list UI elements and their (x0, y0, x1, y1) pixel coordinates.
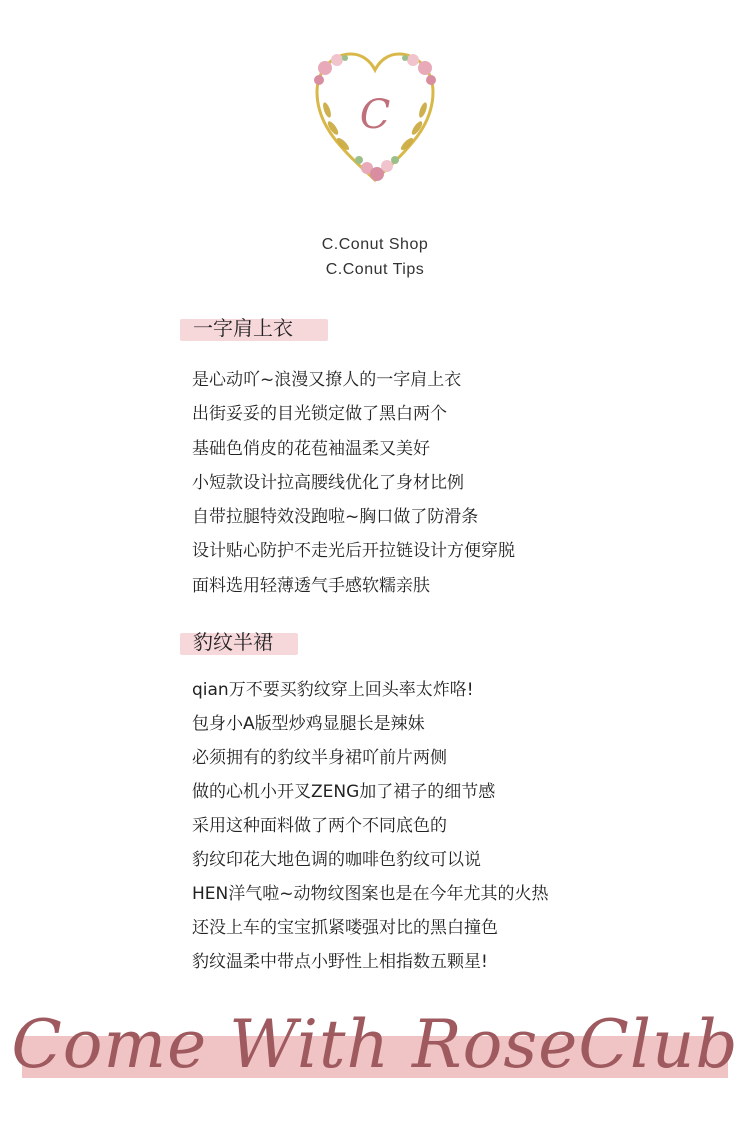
description-line: 基础色俏皮的花苞袖温柔又美好 (192, 438, 430, 459)
top-description-list (192, 363, 515, 603)
description-line: 做的心机小开叉ZENG加了裙子的细节感 (192, 782, 496, 802)
description-line: 豹纹印花大地色调的咖啡色豹纹可以说 (192, 850, 481, 870)
description-line: 出街妥妥的目光锁定做了黑白两个 (192, 404, 447, 425)
shop-name: C.Conut Shop (321, 236, 429, 253)
section-title-text: 一字肩上衣 (193, 316, 293, 340)
description-line: 小短款设计拉高腰线优化了身材比例 (192, 472, 464, 493)
description-line: HEN洋气啦~动物纹图案也是在今年尤其的火热 (192, 884, 549, 904)
section-title-text: 豹纹半裙 (193, 630, 273, 654)
description-line: qian万不要买豹纹穿上回头率太炸咯! (192, 680, 474, 700)
description-line: 面料选用轻薄透气手感软糯亲肤 (192, 575, 430, 596)
brand-logo (305, 40, 445, 190)
description-line: 设计贴心防护不走光后开拉链设计方便穿脱 (192, 541, 515, 562)
logo-letter: C (359, 92, 391, 138)
footer-slogan: Come With RoseClub (11, 1006, 739, 1083)
description-line: 还没上车的宝宝抓紧喽强对比的黑白撞色 (192, 918, 498, 938)
description-line: 采用这种面料做了两个不同底色的 (192, 816, 447, 836)
heart-wreath-icon (305, 40, 445, 190)
shop-tips: C.Conut Tips (325, 261, 425, 278)
description-line: 是心动吖~浪漫又撩人的一字肩上衣 (192, 370, 462, 390)
description-line: 包身小A版型炒鸡显腿长是辣妹 (192, 714, 425, 734)
description-line: 自带拉腿特效没跑啦~胸口做了防滑条 (192, 507, 479, 528)
description-line: 豹纹温柔中带点小野性上相指数五颗星! (192, 952, 488, 972)
skirt-description-list (192, 673, 549, 979)
description-line: 必须拥有的豹纹半身裙吖前片两侧 (192, 748, 447, 768)
